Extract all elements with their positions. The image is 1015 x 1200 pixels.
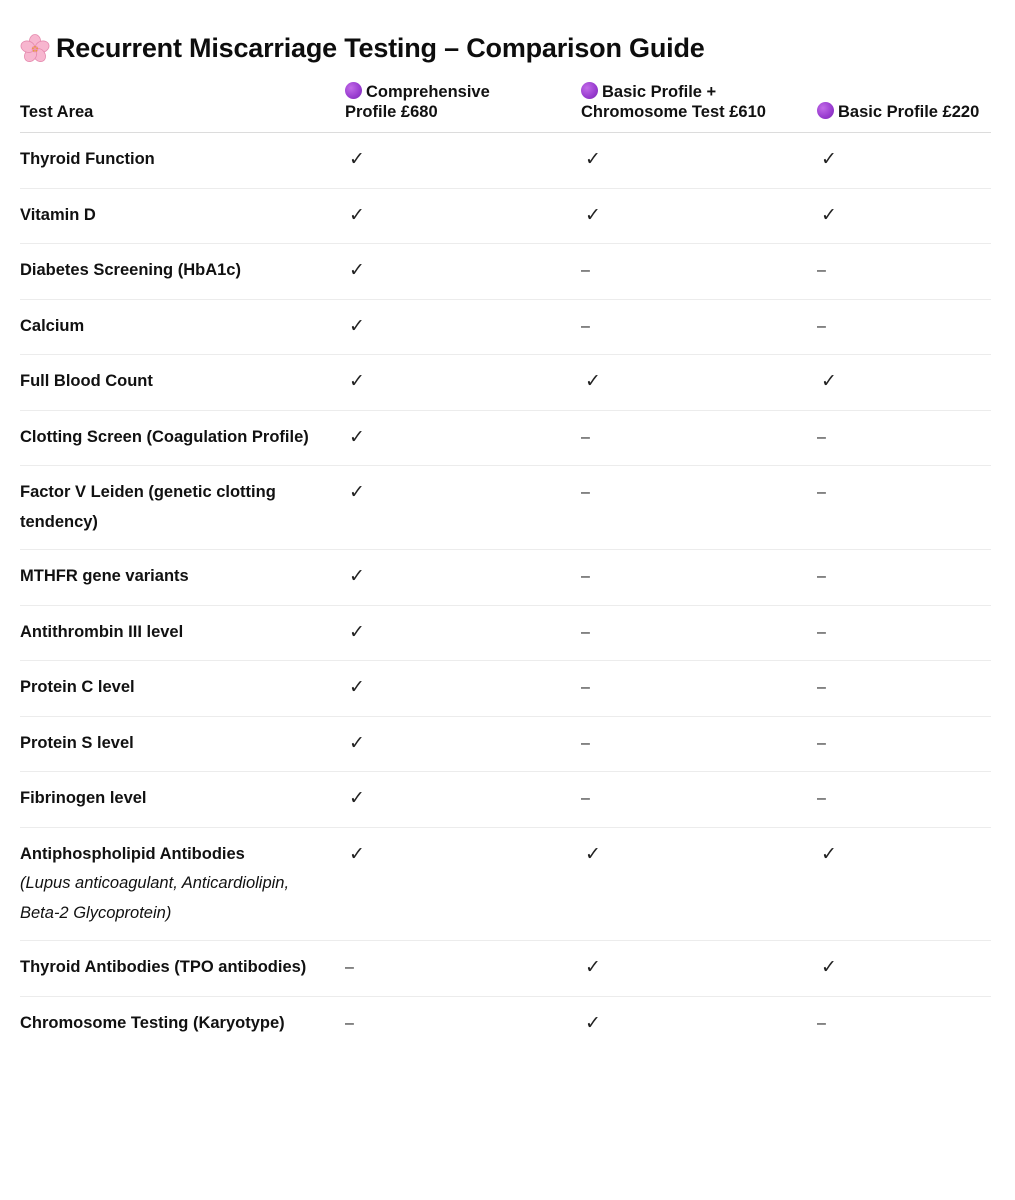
availability-cell <box>817 244 991 300</box>
test-area-cell <box>20 996 345 1051</box>
dash-icon: – <box>817 428 826 446</box>
test-area-name: Calcium <box>20 316 85 335</box>
table-row <box>20 244 991 300</box>
availability-cell <box>817 188 991 244</box>
checkmark-icon: ✓ <box>349 315 365 337</box>
test-area-name: Chromosome Testing (Karyotype) <box>20 1013 285 1032</box>
availability-cell <box>817 661 991 717</box>
dash-icon: – <box>817 790 826 807</box>
test-area-name: Antiphospholipid Antibodies <box>20 844 245 863</box>
availability-cell <box>817 466 991 550</box>
availability-cell <box>581 299 817 355</box>
table-row <box>20 188 991 244</box>
test-area-name: Diabetes Screening (HbA1c) <box>20 261 241 279</box>
header-label: Basic Profile £220 <box>838 103 980 121</box>
table-row <box>20 827 991 941</box>
availability-cell <box>817 716 991 772</box>
purple-circle-icon <box>581 82 598 99</box>
checkmark-icon: ✓ <box>349 149 365 170</box>
test-area-name: Vitamin D <box>20 205 96 224</box>
dash-icon: – <box>817 262 826 279</box>
dash-icon: – <box>581 428 590 446</box>
availability-cell <box>345 772 581 828</box>
table-row <box>20 466 991 550</box>
availability-cell <box>817 410 991 466</box>
dash-icon: – <box>581 484 590 501</box>
dash-icon: – <box>817 1014 826 1032</box>
dash-icon: – <box>581 734 590 752</box>
availability-cell <box>345 827 581 941</box>
test-area-name: Clotting Screen (Coagulation Profile) <box>20 427 309 446</box>
availability-cell <box>581 996 817 1051</box>
test-area-cell <box>20 410 345 466</box>
availability-cell <box>817 996 991 1051</box>
table-row <box>20 716 991 772</box>
header-basic-profile <box>817 82 991 133</box>
availability-cell <box>345 466 581 550</box>
table-row <box>20 133 991 189</box>
checkmark-icon: ✓ <box>349 732 365 754</box>
table-row <box>20 410 991 466</box>
header-comprehensive-profile <box>345 82 581 133</box>
checkmark-icon: ✓ <box>821 371 837 392</box>
availability-cell <box>345 133 581 189</box>
dash-icon: – <box>345 959 354 976</box>
dash-icon: – <box>817 317 826 335</box>
page-title <box>20 33 705 64</box>
table-row <box>20 996 991 1051</box>
checkmark-icon: ✓ <box>349 566 365 587</box>
table-row <box>20 661 991 717</box>
dash-icon: – <box>581 623 590 641</box>
availability-cell <box>581 550 817 606</box>
availability-cell <box>581 772 817 828</box>
table-row <box>20 772 991 828</box>
test-area-name: MTHFR gene variants <box>20 567 189 585</box>
checkmark-icon: ✓ <box>821 957 837 978</box>
checkmark-icon: ✓ <box>349 204 365 226</box>
purple-circle-icon <box>817 102 834 119</box>
header-row <box>20 82 991 133</box>
availability-cell <box>345 244 581 300</box>
checkmark-icon: ✓ <box>821 149 837 170</box>
checkmark-icon: ✓ <box>585 1012 601 1034</box>
availability-cell <box>581 941 817 997</box>
header-test-area <box>20 82 345 133</box>
test-area-name: Fibrinogen level <box>20 789 147 807</box>
availability-cell <box>581 244 817 300</box>
page-title-text: Recurrent Miscarriage Testing – Comparison Guide <box>56 33 705 63</box>
header-label: Comprehensive Profile £680 <box>345 83 490 121</box>
test-area-cell <box>20 941 345 997</box>
test-area-cell <box>20 133 345 189</box>
checkmark-icon: ✓ <box>349 426 365 448</box>
dash-icon: – <box>581 568 590 585</box>
table-row <box>20 605 991 661</box>
test-area-cell <box>20 355 345 411</box>
availability-cell <box>345 550 581 606</box>
availability-cell <box>817 941 991 997</box>
dash-icon: – <box>817 568 826 585</box>
checkmark-icon: ✓ <box>349 621 365 643</box>
availability-cell <box>817 827 991 941</box>
dash-icon: – <box>581 262 590 279</box>
availability-cell <box>345 605 581 661</box>
availability-cell <box>817 133 991 189</box>
availability-cell <box>581 466 817 550</box>
availability-cell <box>817 299 991 355</box>
header-label: Test Area <box>20 103 94 121</box>
header-label: Basic Profile + Chromosome Test £610 <box>581 83 766 121</box>
checkmark-icon: ✓ <box>585 149 601 170</box>
dash-icon: – <box>581 790 590 807</box>
checkmark-icon: ✓ <box>585 204 601 226</box>
availability-cell <box>581 133 817 189</box>
availability-cell <box>817 550 991 606</box>
table-body <box>20 133 991 1052</box>
dash-icon: – <box>817 623 826 641</box>
checkmark-icon: ✓ <box>349 788 365 809</box>
test-area-name: Factor V Leiden (genetic clotting tendency) <box>20 483 276 531</box>
availability-cell <box>581 716 817 772</box>
checkmark-icon: ✓ <box>349 371 365 392</box>
test-area-name: Thyroid Antibodies (TPO antibodies) <box>20 958 307 976</box>
availability-cell <box>817 605 991 661</box>
test-area-cell <box>20 661 345 717</box>
dash-icon: – <box>817 679 826 696</box>
availability-cell <box>581 661 817 717</box>
test-area-cell <box>20 188 345 244</box>
availability-cell <box>345 410 581 466</box>
table-row <box>20 299 991 355</box>
table-header <box>20 82 991 133</box>
dash-icon: – <box>817 484 826 501</box>
table-row <box>20 941 991 997</box>
dash-icon: – <box>345 1014 354 1032</box>
comparison-table <box>20 82 991 1051</box>
test-area-cell <box>20 716 345 772</box>
availability-cell <box>345 996 581 1051</box>
test-area-name: Antithrombin III level <box>20 622 184 641</box>
availability-cell <box>817 355 991 411</box>
availability-cell <box>581 410 817 466</box>
test-area-name: Full Blood Count <box>20 372 153 390</box>
checkmark-icon: ✓ <box>349 843 365 865</box>
table-row <box>20 550 991 606</box>
availability-cell <box>581 355 817 411</box>
checkmark-icon: ✓ <box>585 371 601 392</box>
availability-cell <box>817 772 991 828</box>
cherry-blossom-icon <box>20 34 50 64</box>
dash-icon: – <box>581 317 590 335</box>
test-area-cell <box>20 299 345 355</box>
availability-cell <box>345 299 581 355</box>
checkmark-icon: ✓ <box>821 204 837 226</box>
availability-cell <box>581 188 817 244</box>
checkmark-icon: ✓ <box>349 482 365 503</box>
checkmark-icon: ✓ <box>349 260 365 281</box>
test-area-cell <box>20 244 345 300</box>
test-area-cell <box>20 605 345 661</box>
table-row <box>20 355 991 411</box>
checkmark-icon: ✓ <box>349 677 365 698</box>
availability-cell <box>345 661 581 717</box>
test-area-name: Protein S level <box>20 733 134 752</box>
dash-icon: – <box>817 734 826 752</box>
availability-cell <box>345 716 581 772</box>
availability-cell <box>345 188 581 244</box>
checkmark-icon: ✓ <box>585 843 601 865</box>
test-area-name: Thyroid Function <box>20 150 155 168</box>
header-basic-chromosome-profile <box>581 82 817 133</box>
availability-cell <box>345 941 581 997</box>
availability-cell <box>345 355 581 411</box>
test-area-cell <box>20 772 345 828</box>
test-area-cell <box>20 827 345 941</box>
test-area-name: Protein C level <box>20 678 135 696</box>
test-area-cell <box>20 550 345 606</box>
availability-cell <box>581 827 817 941</box>
test-area-cell <box>20 466 345 550</box>
availability-cell <box>581 605 817 661</box>
dash-icon: – <box>581 679 590 696</box>
test-area-detail: (Lupus anticoagulant, Anticardiolipin, Beta-2 Glycoprotein) <box>20 874 290 922</box>
purple-circle-icon <box>345 82 362 99</box>
checkmark-icon: ✓ <box>585 957 601 978</box>
checkmark-icon: ✓ <box>821 843 837 865</box>
